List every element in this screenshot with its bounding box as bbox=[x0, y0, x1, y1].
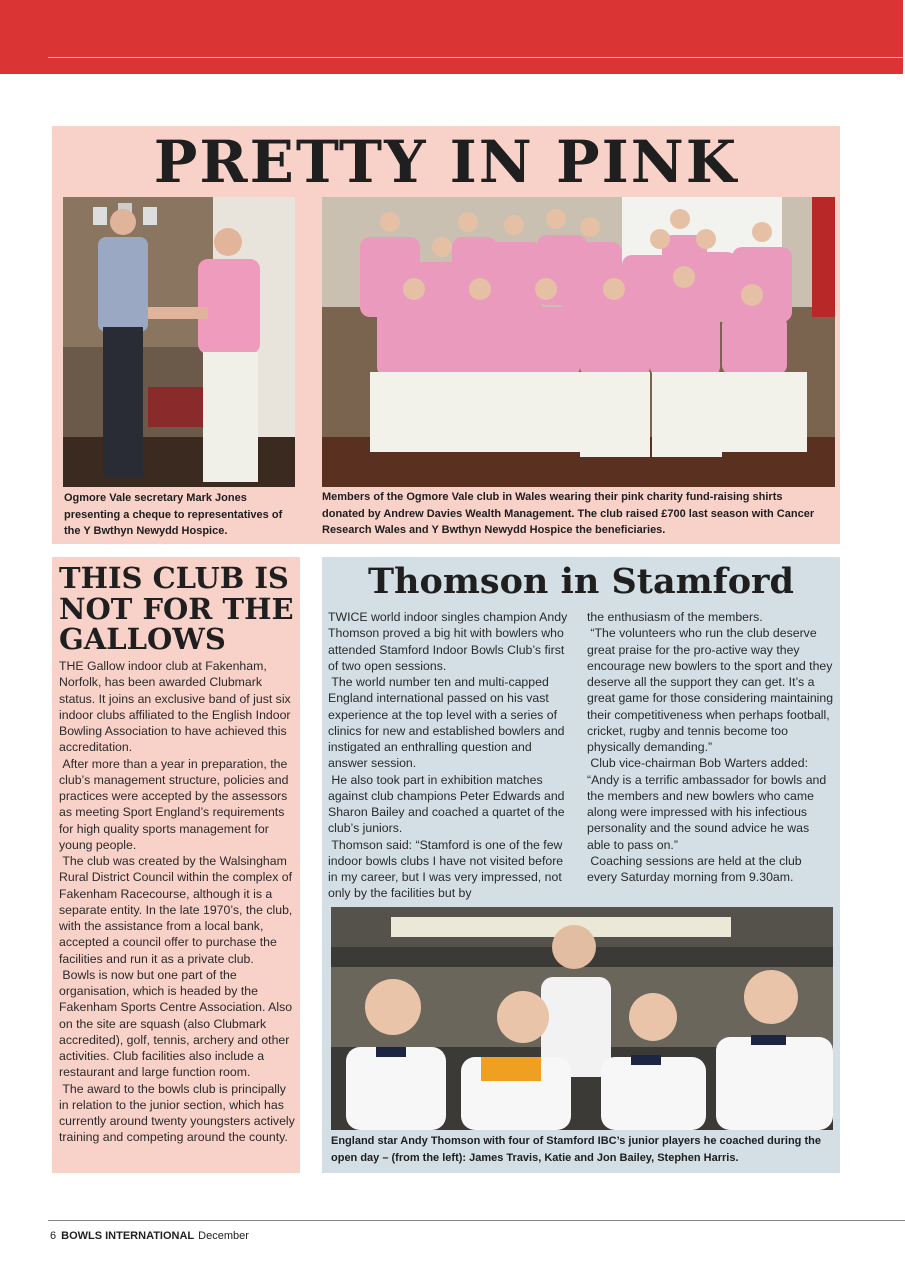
stamford-paragraph: He also took part in exhibition matches against club champions Peter Edwards and Sharon Bailey and coached a quartet of the club’s juniors. bbox=[328, 772, 565, 836]
stamford-headline: Thomson in Stamford bbox=[368, 561, 794, 602]
stamford-paragraph: Thomson said: “Stamford is one of the few indoor bowls clubs I have not visited before in my career, but I was very impressed, not only by the facilities but by bbox=[328, 837, 564, 901]
stamford-column-1 bbox=[328, 609, 573, 902]
junior-photo-caption: England star Andy Thomson with four of Stamford IBC’s junior players he coached during the open day – (from the left): James Travis, Katie and Jon Bailey, Stephen Harris. bbox=[331, 1135, 821, 1164]
stamford-paragraph: the enthusiasm of the members. bbox=[587, 610, 763, 624]
gallows-paragraph: Bowls is now but one part of the organisation, which is headed by the Fakenham Sports Centre Association. Also on the site are squash (also Clubmark accredited), golf, tennis, archery and other activities. Club facilities also include a restaurant and large function room. bbox=[59, 967, 293, 1080]
gallows-article-body bbox=[59, 658, 295, 1146]
stamford-paragraph: Coaching sessions are held at the club every Saturday morning from 9.30am. bbox=[587, 853, 802, 884]
gallows-headline: THIS CLUB IS NOT FOR THE GALLOWS bbox=[59, 561, 294, 656]
cheque-presentation-photo bbox=[63, 197, 295, 487]
header-rule bbox=[48, 57, 903, 58]
cheque-photo-caption: Ogmore Vale secretary Mark Jones presenting a cheque to representatives of the Y Bwthyn Newydd Hospice. bbox=[64, 492, 283, 537]
header-bar bbox=[0, 0, 903, 74]
club-photo-caption: Members of the Ogmore Vale club in Wales wearing their pink charity fund-raising shirts donated by Andrew Davies Wealth Management. The club raised £700 last season with Cancer Research Wales and Y Bwthyn Newydd Hospice the beneficiaries. bbox=[322, 491, 815, 536]
junior-players-photo bbox=[331, 907, 833, 1130]
feature-headline: PRETTY IN PINK bbox=[153, 128, 739, 196]
page-footer bbox=[50, 1229, 249, 1243]
stamford-paragraph: The world number ten and multi-capped England international passed on his vast experience at the top level with a series of clinics for new and established bowlers and instigated an enthralling question and answer session. bbox=[328, 675, 565, 771]
stamford-paragraph: TWICE world indoor singles champion Andy Thomson proved a big hit with bowlers who attended Stamford Indoor Bowls Club’s first of two open sessions. bbox=[328, 610, 568, 673]
issue-month: December bbox=[198, 1230, 249, 1242]
stamford-paragraph: “The volunteers who run the club deserve great praise for the pro-active way they encourage new bowlers to the sport and they deserve all the support they can get. It’s a great game for those considering maintaining their competitiveness when perhaps football, cricket, rugby and tennis become too physically demanding.” bbox=[587, 626, 834, 754]
gallows-paragraph: THE Gallow indoor club at Fakenham, Norfolk, has been awarded Clubmark status. It joins an exclusive band of just six indoor clubs affiliated to the English Indoor Bowling Association to have achieved this accreditation. bbox=[59, 659, 291, 755]
club-members-photo bbox=[322, 197, 835, 487]
gallows-paragraph: The club was created by the Walsingham Rural District Council within the complex of Fakenham Racecourse, although it is a separate entity. In the late 1970’s, the club, with the assistance from a local bank, accepted a council offer to purchase the facilities and run it as a private club. bbox=[59, 854, 293, 966]
stamford-paragraph: Club vice-chairman Bob Warters added: “Andy is a terrific ambassador for bowls and the members and new bowlers who came along were impressed with his infectious personality and the sound advice he was able to pass on.” bbox=[587, 756, 827, 852]
gallows-paragraph: The award to the bowls club is principally in relation to the junior section, which has currently around twenty youngsters actively training and competing around the county. bbox=[59, 1081, 295, 1145]
gallows-paragraph: After more than a year in preparation, the club’s management structure, policies and practices were accepted by the assessors as meeting Sport England’s requirements for high quality sports management for young people. bbox=[59, 756, 289, 852]
page-number: 6 bbox=[50, 1230, 57, 1242]
stamford-column-2 bbox=[587, 609, 834, 885]
magazine-name: BOWLS INTERNATIONAL bbox=[61, 1230, 195, 1242]
footer-rule bbox=[48, 1220, 905, 1221]
